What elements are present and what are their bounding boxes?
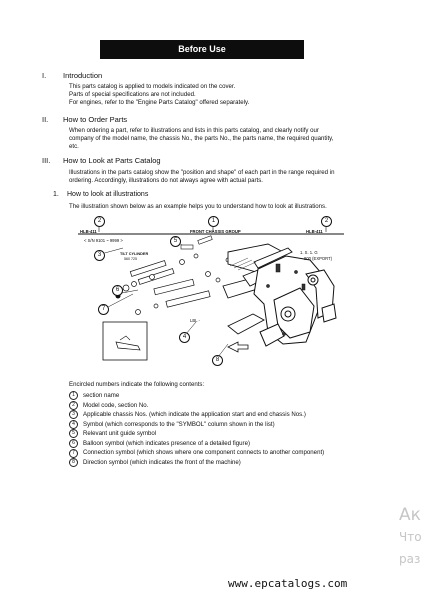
legend-text: Direction symbol (which indicates the front of the machine) xyxy=(83,458,241,466)
site-url: www.epcatalogs.com xyxy=(228,577,348,590)
section-2-heading: How to Order Parts xyxy=(63,115,128,124)
fig-center-title: FRONT CHASSIS GROUP xyxy=(190,229,241,234)
example-illustration xyxy=(78,214,344,370)
section-3-line-1: Illustrations in the parts catalog show the "position and shape" of each part in the range required in xyxy=(69,169,335,176)
section-3-body xyxy=(69,169,389,185)
callout-8-icon: 8 xyxy=(212,355,223,366)
fig-right-code: HLB-411 xyxy=(306,229,323,234)
fig-lbl-note: LBL - xyxy=(190,318,200,323)
callout-1-icon: 1 xyxy=(208,216,219,227)
legend-number-icon: 3 xyxy=(69,410,78,419)
callout-7-icon: 7 xyxy=(98,304,109,315)
section-1-body xyxy=(69,83,389,108)
fig-export-note: 900 (EXPORT) xyxy=(304,256,333,261)
callout-4-icon: 4 xyxy=(179,332,190,343)
legend-item xyxy=(69,420,324,430)
fig-sn-range: < S/N 9101 ~ 9999 > xyxy=(84,238,123,243)
legend-item xyxy=(69,429,324,439)
section-1-line-2: Parts of special specifications are not included. xyxy=(69,91,196,99)
legend-text: Applicable chassis Nos. (which indicate the application start and end chassis Nos.) xyxy=(83,411,306,419)
legend-number-icon: 6 xyxy=(69,439,78,448)
legend-text: Symbol (which corresponds to the "SYMBOL" column shown in the list) xyxy=(83,420,275,428)
subsection-heading: How to look at illustrations xyxy=(67,191,149,198)
legend-item xyxy=(69,391,324,401)
legend-intro: Encircled numbers indicate the following contents: xyxy=(69,381,205,388)
fig-export-label: 1. S. 1. G xyxy=(300,250,318,255)
legend-number-icon: 1 xyxy=(69,391,78,400)
subsection-intro: The illustration shown below as an example helps you to understand how to look at illustrations. xyxy=(69,203,327,210)
watermark-line-1: Ак xyxy=(399,505,421,525)
legend-number-icon: 8 xyxy=(69,458,78,467)
callout-2-right-icon: 2 xyxy=(321,216,332,227)
watermark-line-3: раз xyxy=(399,552,421,566)
legend-item xyxy=(69,458,324,468)
section-1-numeral: I. xyxy=(42,71,47,80)
section-2-line-2: company of the model name, the chassis No., the parts No., the parts name, the required quantity, xyxy=(69,135,334,143)
legend-number-icon: 2 xyxy=(69,401,78,410)
section-2-line-1: When ordering a part, refer to illustrations and lists in this parts catalog, and clearly notify our xyxy=(69,127,319,134)
section-3-numeral: III. xyxy=(42,156,51,165)
section-1-heading: Introduction xyxy=(63,71,103,80)
section-2-body xyxy=(69,127,389,152)
section-3-heading: How to Look at Parts Catalog xyxy=(63,156,161,165)
legend-item xyxy=(69,439,324,449)
legend-item xyxy=(69,401,324,411)
legend-text: Relevant unit guide symbol xyxy=(83,430,157,438)
section-2-numeral: II. xyxy=(42,115,49,124)
callout-5-icon: 5 xyxy=(170,236,181,247)
legend-text: section name xyxy=(83,392,120,399)
page-title: Before Use xyxy=(100,40,304,59)
section-1-line-1: This parts catalog is applied to models indicated on the cover. xyxy=(69,83,236,90)
legend-number-icon: 4 xyxy=(69,420,78,429)
fig-left-code: HLB-411 xyxy=(80,229,97,234)
legend-list xyxy=(69,391,324,468)
legend-text: Balloon symbol (which indicates presence of a detailed figure) xyxy=(83,439,250,447)
callout-3-icon: 3 xyxy=(94,250,105,261)
subsection-number: 1. xyxy=(53,191,59,198)
fig-tilt-ref: 560 725 xyxy=(124,257,137,261)
section-3-line-2: ordering. Accordingly, illustrations do not always agree with actual parts. xyxy=(69,177,263,185)
section-1-line-3: For engines, refer to the "Engine Parts Catalog" offered separately. xyxy=(69,99,250,107)
legend-text: Model code, section No. xyxy=(83,401,149,409)
fig-tilt-label: TILT CYLINDER xyxy=(120,252,149,256)
callout-6-icon: 6 xyxy=(112,285,123,296)
legend-item xyxy=(69,410,324,420)
legend-number-icon: 7 xyxy=(69,449,78,458)
legend-number-icon: 5 xyxy=(69,429,78,438)
legend-text: Connection symbol (which shows where one component connects to another component) xyxy=(83,449,325,457)
callout-2-left-icon: 2 xyxy=(94,216,105,227)
watermark-line-2: Что xyxy=(399,530,422,544)
section-2-line-3: etc. xyxy=(69,143,79,151)
legend-item xyxy=(69,448,324,458)
